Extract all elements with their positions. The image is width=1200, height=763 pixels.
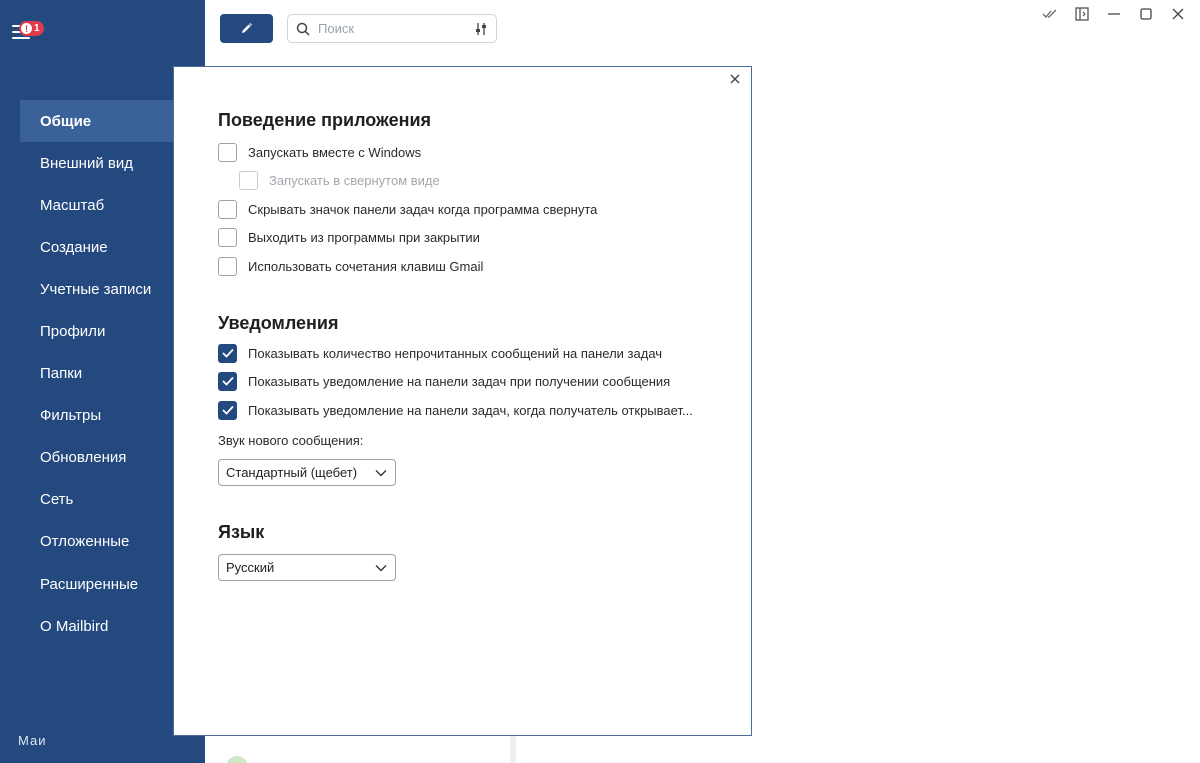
settings-nav-label: Общие	[40, 112, 92, 130]
option-start-minimized	[239, 170, 440, 190]
sound-select-value: Стандартный (щебет)	[226, 465, 358, 480]
checkbox[interactable]	[218, 143, 237, 162]
option-label: Показывать уведомление на панели задач, когда получатель открывает...	[248, 402, 693, 418]
settings-nav-folders[interactable]	[20, 353, 173, 395]
search-box[interactable]	[287, 14, 497, 43]
checkbox-checked[interactable]	[218, 344, 237, 363]
option-gmail-shortcuts[interactable]	[218, 256, 483, 276]
search-input[interactable]	[318, 21, 458, 36]
option-label: Скрывать значок панели задач когда программа свернута	[248, 201, 598, 217]
option-exit-on-close[interactable]	[218, 227, 480, 247]
settings-nav-label: Расширенные	[40, 575, 139, 593]
option-notify-on-open[interactable]	[218, 400, 693, 420]
option-label: Запускать вместе с Windows	[248, 144, 422, 160]
option-label: Показывать количество непрочитанных сообщений на панели задач	[248, 345, 663, 361]
settings-nav-label: Сеть	[40, 491, 74, 509]
checkbox[interactable]	[218, 257, 237, 276]
sidebar-bottom-label: Маи	[18, 733, 47, 748]
option-label: Использовать сочетания клавиш Gmail	[248, 258, 484, 274]
close-settings-button[interactable]	[727, 71, 743, 87]
settings-nav-label: Внешний вид	[40, 154, 133, 172]
settings-nav-filters[interactable]	[20, 395, 173, 437]
checkbox-checked[interactable]	[218, 372, 237, 391]
settings-nav-identities[interactable]	[20, 310, 173, 352]
settings-nav-scale[interactable]	[20, 184, 173, 226]
maximize-icon[interactable]	[1134, 6, 1158, 22]
reading-pane-icon[interactable]	[1070, 6, 1094, 22]
window-controls	[1038, 6, 1190, 22]
minimize-icon[interactable]	[1102, 6, 1126, 22]
option-label: Запускать в свернутом виде	[269, 172, 440, 188]
settings-nav-accounts[interactable]	[20, 268, 173, 310]
chevron-down-icon	[375, 469, 387, 477]
language-select-value: Русский	[226, 560, 275, 575]
section-title-behavior: Поведение приложения	[218, 110, 432, 130]
option-notify-on-receive[interactable]	[218, 371, 670, 391]
settings-nav-label: Масштаб	[40, 196, 105, 214]
checkmark-icon	[222, 376, 234, 386]
message-list-peek	[226, 756, 248, 763]
settings-nav	[20, 100, 173, 657]
settings-nav-label: Профили	[40, 323, 106, 341]
checkbox	[239, 171, 258, 190]
language-select[interactable]	[218, 554, 396, 581]
sound-label: Звук нового сообщения:	[218, 433, 364, 448]
option-label: Показывать уведомление на панели задач при получении сообщения	[248, 373, 671, 389]
avatar	[226, 756, 248, 763]
settings-nav-label: Обновления	[40, 449, 127, 467]
settings-nav-label: Учетные записи	[40, 280, 152, 298]
checkmark-icon	[222, 405, 234, 415]
settings-nav-advanced[interactable]	[20, 563, 173, 605]
option-start-with-windows[interactable]	[218, 142, 421, 162]
checkbox[interactable]	[218, 228, 237, 247]
settings-nav-compose[interactable]	[20, 226, 173, 268]
settings-nav-about[interactable]	[20, 605, 173, 647]
option-unread-count[interactable]	[218, 343, 662, 363]
checkmark-icon	[222, 348, 234, 358]
checkbox-checked[interactable]	[218, 401, 237, 420]
unread-badge	[19, 21, 44, 36]
filter-sliders-icon[interactable]	[474, 22, 488, 36]
option-hide-taskbar-icon[interactable]	[218, 199, 597, 219]
section-title-notifications: Уведомления	[218, 313, 339, 333]
pencil-icon	[240, 22, 253, 35]
settings-nav-snoozed[interactable]	[20, 521, 173, 563]
search-icon	[296, 22, 310, 36]
settings-nav-label: Папки	[40, 365, 83, 383]
unread-badge-count: 1	[34, 23, 40, 34]
settings-nav-appearance[interactable]	[20, 142, 173, 184]
settings-nav-label: Отложенные	[40, 533, 130, 551]
pane-divider[interactable]	[510, 735, 516, 763]
close-icon	[730, 74, 740, 84]
alert-icon: !	[21, 23, 32, 34]
option-label: Выходить из программы при закрытии	[248, 229, 480, 245]
section-title-language: Язык	[218, 522, 265, 542]
settings-nav-network[interactable]	[20, 479, 173, 521]
settings-nav-label: Фильтры	[40, 407, 102, 425]
mark-all-read-icon[interactable]	[1038, 6, 1062, 22]
chevron-down-icon	[375, 564, 387, 572]
settings-nav-general[interactable]	[20, 100, 173, 142]
close-window-icon[interactable]	[1166, 6, 1190, 22]
sound-select[interactable]	[218, 459, 396, 486]
compose-button[interactable]	[220, 14, 273, 43]
settings-nav-label: О Mailbird	[40, 617, 109, 635]
checkbox[interactable]	[218, 200, 237, 219]
settings-nav-label: Создание	[40, 238, 108, 256]
settings-nav-updates[interactable]	[20, 437, 173, 479]
settings-panel	[173, 66, 752, 736]
